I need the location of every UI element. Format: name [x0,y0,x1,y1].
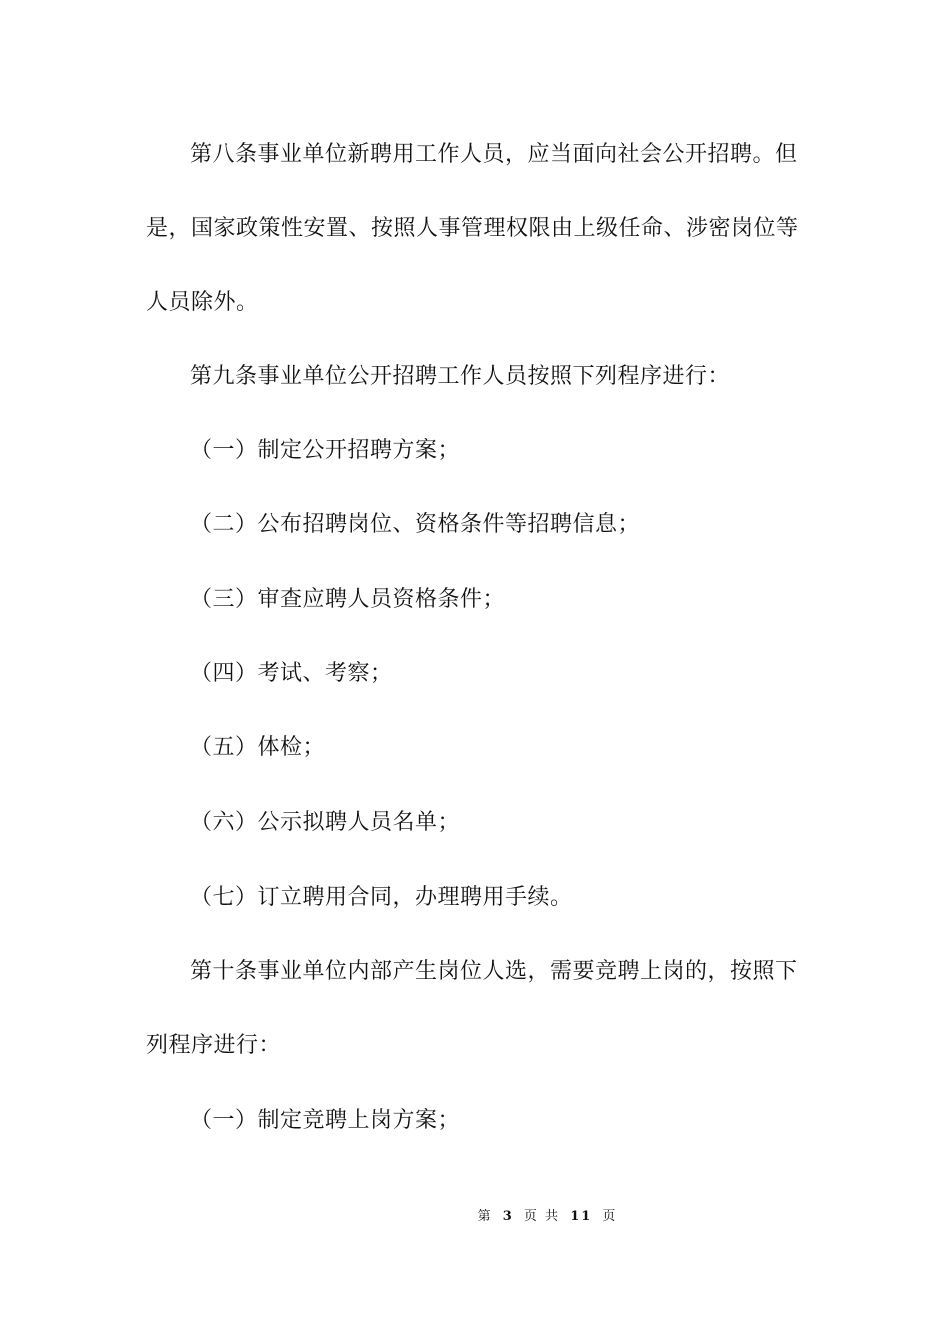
list-item: （七）订立聘用合同，办理聘用手续。 [190,885,573,910]
footer-prefix: 第 [477,1209,493,1224]
footer-suffix: 页 [602,1209,618,1224]
total-page-count: 11 [570,1209,593,1224]
list-item: （四）考试、考察； [190,661,393,686]
list-item: （五）体检； [190,735,326,760]
page-footer [0,1208,950,1226]
list-item: （二）公布招聘岗位、资格条件等招聘信息； [190,512,641,537]
list-item: （一）制定竞聘上岗方案； [190,1108,461,1133]
paragraph-line: 列程序进行： [146,1033,282,1058]
paragraph-line: 第十条事业单位内部产生岗位人选，需要竞聘上岗的，按照下 [190,959,798,984]
footer-mid: 页 共 [523,1209,561,1224]
list-item: （六）公示拟聘人员名单； [190,810,461,835]
list-item: （一）制定公开招聘方案； [190,438,461,463]
current-page-number: 3 [502,1209,514,1224]
paragraph-line: 人员除外。 [146,290,259,315]
paragraph-line: 是，国家政策性安置、按照人事管理权限由上级任命、涉密岗位等 [146,216,799,241]
list-item: （三）审查应聘人员资格条件； [190,587,506,612]
paragraph-line: 第九条事业单位公开招聘工作人员按照下列程序进行： [190,364,731,389]
paragraph-line: 第八条事业单位新聘用工作人员，应当面向社会公开招聘。但 [190,142,798,167]
